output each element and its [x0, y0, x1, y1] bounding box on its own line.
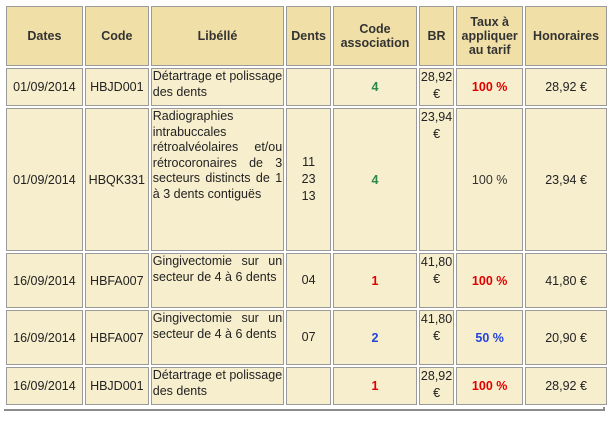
cell-dents: [286, 68, 331, 106]
cell-date: [6, 68, 83, 106]
cell-date-text: 01/09/2014: [13, 172, 76, 187]
cell-code: [85, 367, 149, 405]
cell-br: [419, 253, 454, 308]
cell-honoraires-text: 28,92 €: [545, 80, 587, 94]
header-honoraires: Honoraires: [525, 6, 607, 66]
cell-code-association: [333, 68, 417, 106]
cell-libelle-text: Gingivectomie sur un secteur de 4 à 6 dents: [152, 254, 283, 284]
cell-br: [419, 367, 454, 405]
cell-libelle-text: Gingivectomie sur un secteur de 4 à 6 dents: [152, 311, 283, 341]
cell-br-text: 28,92 €: [420, 369, 453, 400]
cell-date-text: 16/09/2014: [13, 379, 76, 393]
cell-taux: [456, 310, 523, 365]
tooth-number: 13: [301, 189, 316, 203]
cell-taux: [456, 68, 523, 106]
cell-taux: [456, 108, 523, 251]
table-row: [6, 253, 607, 308]
cell-code-text: HBJD001: [90, 80, 144, 94]
tooth-number: 23: [301, 172, 316, 186]
cell-date: [6, 108, 83, 251]
cell-honoraires: [525, 68, 607, 106]
cell-code-text: HBJD001: [90, 379, 144, 393]
cell-taux: [456, 367, 523, 405]
header-br: BR: [419, 6, 454, 66]
cell-dents: [286, 108, 331, 251]
cell-honoraires-text: 41,80 €: [545, 273, 587, 288]
cell-date-text: 16/09/2014: [13, 273, 76, 288]
header-libelle: Libéllé: [151, 6, 284, 66]
header-row: [6, 6, 607, 66]
cell-taux-text: 50 %: [475, 330, 504, 345]
cell-dents: [286, 310, 331, 365]
table-row: [6, 68, 607, 106]
cell-libelle-text: Détartrage et polissage des dents: [152, 69, 283, 99]
cell-dents: [286, 253, 331, 308]
tooth-number: 07: [301, 330, 316, 344]
tooth-number: 11: [302, 155, 316, 169]
cell-code-text: HBFA007: [90, 273, 144, 288]
cell-code-association-text: 4: [371, 80, 379, 94]
cell-code-association: [333, 367, 417, 405]
cell-code: [85, 310, 149, 365]
cell-code-association: [333, 253, 417, 308]
table-row: [6, 310, 607, 365]
tooth-number: 04: [301, 273, 316, 287]
cell-taux: [456, 253, 523, 308]
cell-honoraires-text: 28,92 €: [545, 379, 587, 393]
cell-taux-text: 100 %: [471, 172, 508, 187]
dental-acts-table: [4, 4, 609, 407]
cell-code-association-text: 1: [371, 273, 379, 288]
cell-code: [85, 253, 149, 308]
cell-honoraires: [525, 108, 607, 251]
cell-libelle-text: Radiographies intrabuccales rétroalvéolaires et/ou rétrocoronaires de 3 secteurs distincts de 1 à 3 dents contiguës: [152, 109, 283, 201]
cell-date-text: 16/09/2014: [13, 330, 76, 345]
cell-br-text: 41,80 €: [420, 312, 453, 343]
header-code: Code: [85, 6, 149, 66]
cell-date: [6, 367, 83, 405]
cell-code: [85, 108, 149, 251]
cell-taux-text: 100 %: [471, 80, 508, 94]
table-row: [6, 108, 607, 251]
cell-honoraires: [525, 310, 607, 365]
cell-code-text: HBFA007: [90, 330, 144, 345]
cell-dents: [286, 367, 331, 405]
cell-date: [6, 253, 83, 308]
cell-br-text: 23,94 €: [420, 110, 453, 141]
header-dents: Dents: [286, 6, 331, 66]
cell-date-text: 01/09/2014: [13, 80, 76, 94]
cell-code-association-text: 4: [371, 172, 379, 187]
cell-libelle: [151, 68, 284, 106]
cell-honoraires: [525, 367, 607, 405]
cell-libelle: [151, 108, 284, 251]
cell-br-text: 28,92 €: [420, 70, 453, 101]
cell-honoraires-text: 23,94 €: [545, 172, 587, 187]
cell-code-association-text: 2: [371, 330, 379, 345]
cell-date: [6, 310, 83, 365]
cell-code-association: [333, 310, 417, 365]
cell-code-text: HBQK331: [88, 172, 145, 187]
cell-libelle: [151, 310, 284, 365]
cell-libelle: [151, 253, 284, 308]
cell-honoraires: [525, 253, 607, 308]
table-row: [6, 367, 607, 405]
cell-taux-text: 100 %: [471, 273, 508, 288]
header-taux: Taux à appliquer au tarif: [456, 6, 523, 66]
cell-honoraires-text: 20,90 €: [545, 330, 587, 345]
cell-code-association-text: 1: [371, 379, 379, 393]
cell-libelle: [151, 367, 284, 405]
header-code-association: Code association: [333, 6, 417, 66]
cell-code: [85, 68, 149, 106]
cell-br-text: 41,80 €: [420, 255, 453, 286]
header-dates: Dates: [6, 6, 83, 66]
cell-taux-text: 100 %: [471, 379, 508, 393]
cell-br: [419, 310, 454, 365]
cell-libelle-text: Détartrage et polissage des dents: [152, 368, 283, 398]
cell-code-association: [333, 108, 417, 251]
cell-br: [419, 108, 454, 251]
cell-br: [419, 68, 454, 106]
